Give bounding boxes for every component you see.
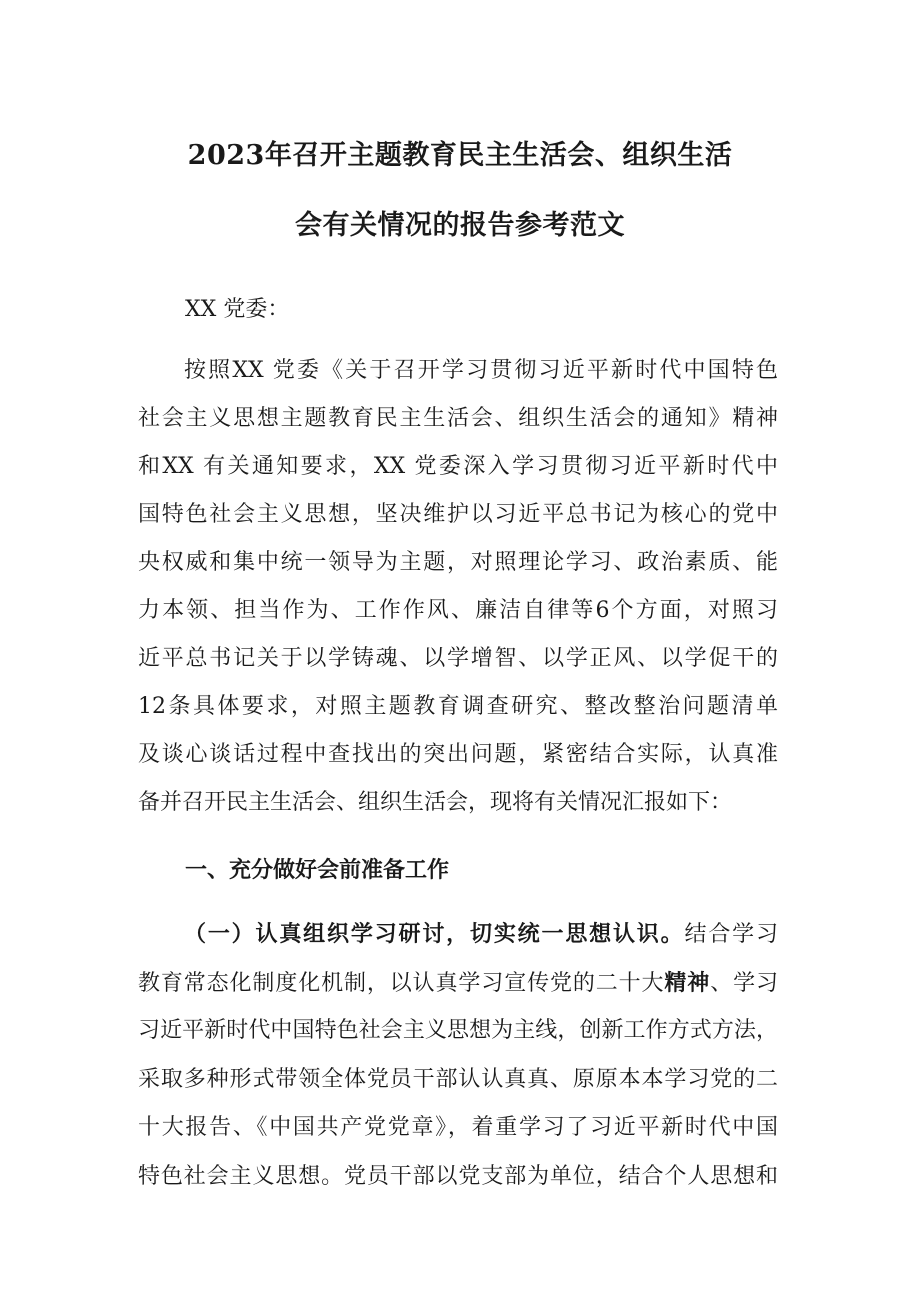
paragraph-line: 备并召开民主生活会、组织生活会，现将有关情况汇报如下： [138,790,733,815]
paragraph-line: 近平总书记关于以学铸魂、以学增智、以学正风、以学促干的 [138,646,778,671]
paragraph-line [138,959,778,1008]
salutation: XX 党委： [185,297,290,322]
bold-lead-sentence: （一）认真组织学习研讨，切实统一思想认识。 [184,921,685,947]
paragraph-line: 十大报告、《中国共产党党章》，着重学习了习近平新时代中国 [138,1115,778,1140]
paragraph-line: 习近平新时代中国特色社会主义思想为主线，创新工作方式方法， [138,1018,778,1043]
paragraph-line: 国特色社会主义思想，坚决维护以习近平总书记为核心的党中 [138,502,778,527]
paragraph-line: 采取多种形式带领全体党员干部认认真真、原原本本学习党的二 [138,1066,778,1092]
paragraph-text: 、学习 [710,970,778,996]
paragraph-intro [138,347,778,827]
document-title-line-1: 2023年召开主题教育民主生活会、组织生活 [187,140,733,171]
paragraph-line: 特色社会主义思想。党员干部以党支部为单位，结合个人思想和 [138,1163,778,1189]
paragraph-line: 和XX 有关通知要求，XX 党委深入学习贯彻习近平新时代中 [138,454,778,479]
paragraph-line: 12条具体要求，对照主题教育调查研究、整改整治问题清单 [138,694,778,719]
paragraph-text: 结合学习 [684,922,778,947]
paragraph-line [138,910,778,959]
paragraph-line: 及谈心谈话过程中查找出的突出问题，紧密结合实际，认真准 [138,742,778,767]
bold-keyword: 精神 [664,969,711,996]
paragraph-line: 按照XX 党委《关于召开学习贯彻习近平新时代中国特色 [184,358,778,383]
paragraph-text: 教育常态化制度化机制，以认真学习宣传党的二十大 [138,970,665,996]
paragraph-section-1 [138,910,778,1201]
document-title-line-2: 会有关情况的报告参考范文 [295,210,625,241]
paragraph-line: 力本领、担当作为、工作作风、廉洁自律等6个方面，对照习 [138,598,778,623]
section-heading: 一、充分做好会前准备工作 [185,857,450,883]
paragraph-line: 社会主义思想主题教育民主生活会、组织生活会的通知》精神 [138,406,778,431]
paragraph-line: 央权威和集中统一领导为主题，对照理论学习、政治素质、能 [138,550,778,575]
